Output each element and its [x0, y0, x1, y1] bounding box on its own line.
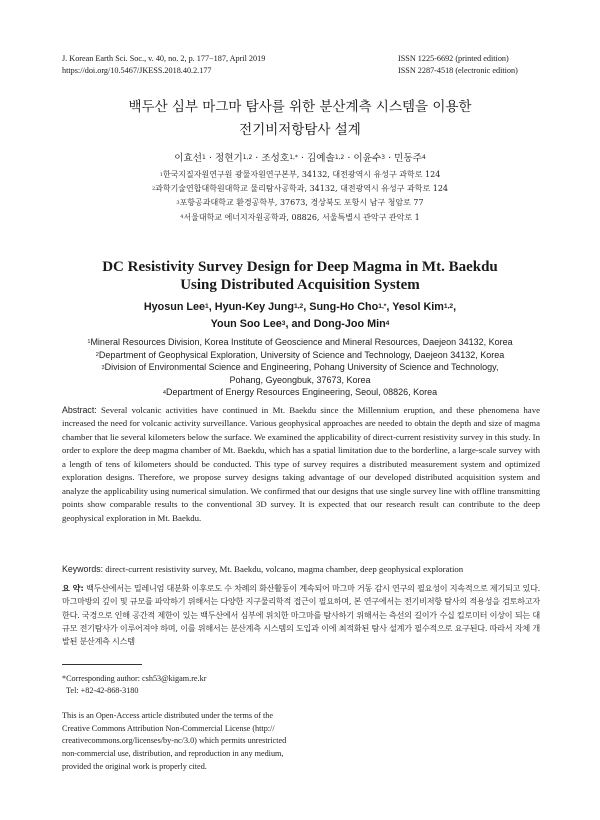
- english-author-affil-mark: 1,*: [378, 303, 387, 310]
- affiliation-mark: 1: [87, 339, 91, 346]
- journal-header: [62, 53, 265, 77]
- korean-author-affil-mark: 4: [421, 154, 426, 162]
- license-line: This is an Open-Access article distributed under the terms of the: [62, 711, 273, 720]
- author-separator: ·: [385, 153, 395, 164]
- korean-author-list: [0, 150, 600, 164]
- english-author-affil-mark: 1,2: [443, 303, 454, 310]
- korean-author-affil-mark: 1,2: [242, 154, 253, 162]
- english-authors-line-1: [0, 299, 600, 316]
- affiliation-text: 서울대학교 에너지자원공학과, 08826, 서울특별시 관악구 관악로 1: [183, 212, 420, 222]
- korean-title-line-1: 백두산 심부 마그마 탐사를 위한 분산계측 시스템을 이용한: [128, 99, 472, 115]
- english-title-line-2: Using Distributed Acquisition System: [180, 277, 420, 293]
- korean-author-affil-mark: 1,*: [289, 154, 298, 162]
- korean-affiliation: [0, 182, 600, 196]
- english-author-name: Youn Soo Lee: [210, 318, 282, 330]
- affiliation-text: Pohang, Gyeongbuk, 37673, Korea: [229, 374, 371, 385]
- keywords-text: direct-current resistivity survey, Mt. Baekdu, volcano, magma chamber, deep geophysical exploration: [105, 564, 464, 574]
- corresponding-author-tel: Tel: +82-42-868-3180: [66, 686, 139, 696]
- affiliation-mark: 4: [162, 389, 166, 396]
- author-separator: ,: [208, 301, 215, 313]
- english-author-name: Hyun-Key Jung: [214, 301, 294, 313]
- english-author-affil-mark: 1,2: [293, 303, 304, 310]
- korean-affiliation: [0, 168, 600, 182]
- english-authors-line-2: [0, 316, 600, 333]
- corresponding-author-footnote: [62, 673, 206, 698]
- affiliation-text: 한국지질자원연구원 광물자원연구본부, 34132, 대전광역시 유성구 과학로 124: [162, 170, 441, 179]
- doi-link[interactable]: https://doi.org/10.5467/JKESS.2018.40.2.177: [62, 66, 212, 75]
- korean-title-line-2: 전기비저항탐사 설계: [239, 122, 361, 138]
- author-separator: ,: [453, 301, 457, 313]
- korean-author-affil-mark: 3: [381, 154, 386, 162]
- korean-author-affil-mark: 1,2: [334, 154, 345, 162]
- corresponding-author-email[interactable]: *Corresponding author: csh53@kigam.re.kr: [62, 674, 207, 683]
- abstract: [62, 404, 540, 525]
- english-author-name: Sung-Ho Cho: [309, 301, 379, 313]
- keywords-label: Keywords:: [62, 564, 104, 574]
- abstract-label: Abstract:: [62, 405, 97, 415]
- english-author-name: Yesol Kim: [392, 301, 444, 313]
- license-notice: [62, 710, 322, 774]
- english-author-affil-mark: 1: [205, 303, 209, 310]
- affiliation-mark: 3: [101, 364, 105, 371]
- korean-affiliations: [0, 168, 600, 225]
- english-affiliations: [0, 336, 600, 399]
- affiliation-text: 과학기술연합대학원대학교 물리탐사공학과, 34132, 대전광역시 유성구 과학로 124: [155, 184, 449, 194]
- affiliation-text: Mineral Resources Division, Korea Institute of Geoscience and Mineral Resources, Daejeon 34132, Korea: [90, 337, 513, 347]
- english-title-line-1: DC Resistivity Survey Design for Deep Magma in Mt. Baekdu: [102, 259, 498, 275]
- korean-author-name: 민동주: [394, 153, 422, 164]
- footnote-rule: [62, 664, 142, 665]
- affiliation-mark: 2: [95, 351, 99, 358]
- korean-author-name: 이효선: [174, 153, 203, 164]
- affiliation-mark: 2: [151, 185, 156, 192]
- affiliation-text: Division of Environmental Science and Engineering, Pohang University of Science and Technology,: [104, 362, 499, 373]
- author-separator: , and: [285, 318, 314, 330]
- english-affiliation: [0, 374, 600, 387]
- license-line: provided the original work is properly cited.: [62, 761, 207, 771]
- author-separator: ,: [386, 301, 393, 313]
- license-line: non-commercial use, distribution, and reproduction in any medium,: [62, 749, 284, 759]
- korean-affiliation: [0, 211, 600, 225]
- english-affiliation: [0, 336, 600, 349]
- english-author-list: [0, 299, 600, 333]
- english-title: [0, 258, 600, 294]
- english-affiliation: [0, 349, 600, 362]
- author-separator: ·: [297, 153, 307, 164]
- english-author-affil-mark: 3: [281, 320, 286, 327]
- affiliation-text: 포항공과대학교 환경공학부, 37673, 경상북도 포항시 남구 청암로 77: [179, 198, 424, 208]
- license-line: Creative Commons Attribution Non-Commercial License (http://: [62, 723, 275, 733]
- author-separator: ·: [205, 153, 215, 164]
- journal-citation: J. Korean Earth Sci. Soc., v. 40, no. 2, p. 177−187, April 2019: [62, 54, 266, 63]
- issn-print: ISSN 1225-6692 (printed edition): [398, 54, 509, 63]
- author-separator: ·: [252, 153, 262, 164]
- author-separator: ,: [303, 301, 310, 313]
- english-affiliation: [0, 361, 600, 374]
- issn-header: [398, 53, 518, 77]
- affiliation-mark: 4: [180, 214, 184, 221]
- korean-summary-text: 백두산에서는 밀레니엄 대분화 이후로도 수 차례의 화산활동이 계속되어 마그마 거동 감시 연구의 필요성이 지속적으로 제기되고 있다. 마그마방의 깊이 및 규모를 파악하기 위해서는 다양한 지구물리학적 접근이 필요하며, 본 연구에서는 전기비저항 탐사의 적용성을 검토하고자 한다. 국경으로 인해 공간적 제한이 있는 백두산에서 심부에 위치한 마그마를 탐사하기 위해서는 측선의 길이가 수십 킬로미터 이상이 되는 대규모 전기탐사가 이루어져야 하며, 이를 위해서는 분산계측 시스템의 도입과 이에 최적화된 탐사 설계가 필수적으로 요구된다. 따라서 자체 개발된 분산계측 시스템: [62, 583, 540, 647]
- korean-title: [0, 96, 600, 142]
- korean-author-name: 조성호: [261, 153, 290, 164]
- korean-author-name: 정현기: [214, 153, 243, 164]
- korean-author-name: 김예솔: [307, 153, 335, 164]
- english-author-name: Hyosun Lee: [143, 301, 206, 313]
- abstract-text: Several volcanic activities have continued in Mt. Baekdu since the Millennium eruption, and these phenomena have increased the need for volcanic activity surveillance. Various geophysical approaches are needed to obtain the depth and size of magma chamber that lie several kilometers below the surface. We examined the applicability of direct-current resistivity survey in this study. In order to explore the deep magma chamber of Mt. Baekdu, which has a spatial limitation due to the borderline, a large-scale survey with a length of tens of kilometers should be conducted. This type of survey requires a distributed measurement system and optimized exploration designs. Therefore, we propose survey designs taking advantage of our developed distributed acquisition system and analyze the applicability using numerical simulation. We confirmed that our designs that use single survey line with offline transmitting points show comparable results to the conventional 3D survey. It is expected that our research result can contribute to the deep geophysical exploration in Mt. Baekdu.: [62, 405, 541, 523]
- english-affiliation: [0, 386, 600, 399]
- english-author-name: Dong-Joo Min: [313, 318, 386, 330]
- korean-author-name: 이윤수: [353, 153, 382, 164]
- affiliation-text: Department of Geophysical Exploration, University of Science and Technology, Daejeon 34132, Korea: [98, 349, 505, 360]
- affiliation-mark: 1: [159, 171, 163, 178]
- affiliation-mark: 3: [176, 199, 180, 206]
- license-line: creativecommons.org/licenses/by-nc/3.0) which permits unrestricted: [62, 736, 287, 746]
- korean-summary-label: 요 약:: [62, 583, 84, 593]
- korean-affiliation: [0, 196, 600, 210]
- author-separator: ·: [344, 153, 354, 164]
- english-author-affil-mark: 4: [385, 320, 390, 327]
- issn-electronic: ISSN 2287-4518 (electronic edition): [398, 66, 518, 75]
- affiliation-text: Department of Energy Resources Engineering, Seoul, 08826, Korea: [165, 387, 438, 398]
- korean-author-affil-mark: 1: [202, 154, 206, 162]
- keywords: [62, 563, 540, 576]
- korean-summary: [62, 582, 540, 649]
